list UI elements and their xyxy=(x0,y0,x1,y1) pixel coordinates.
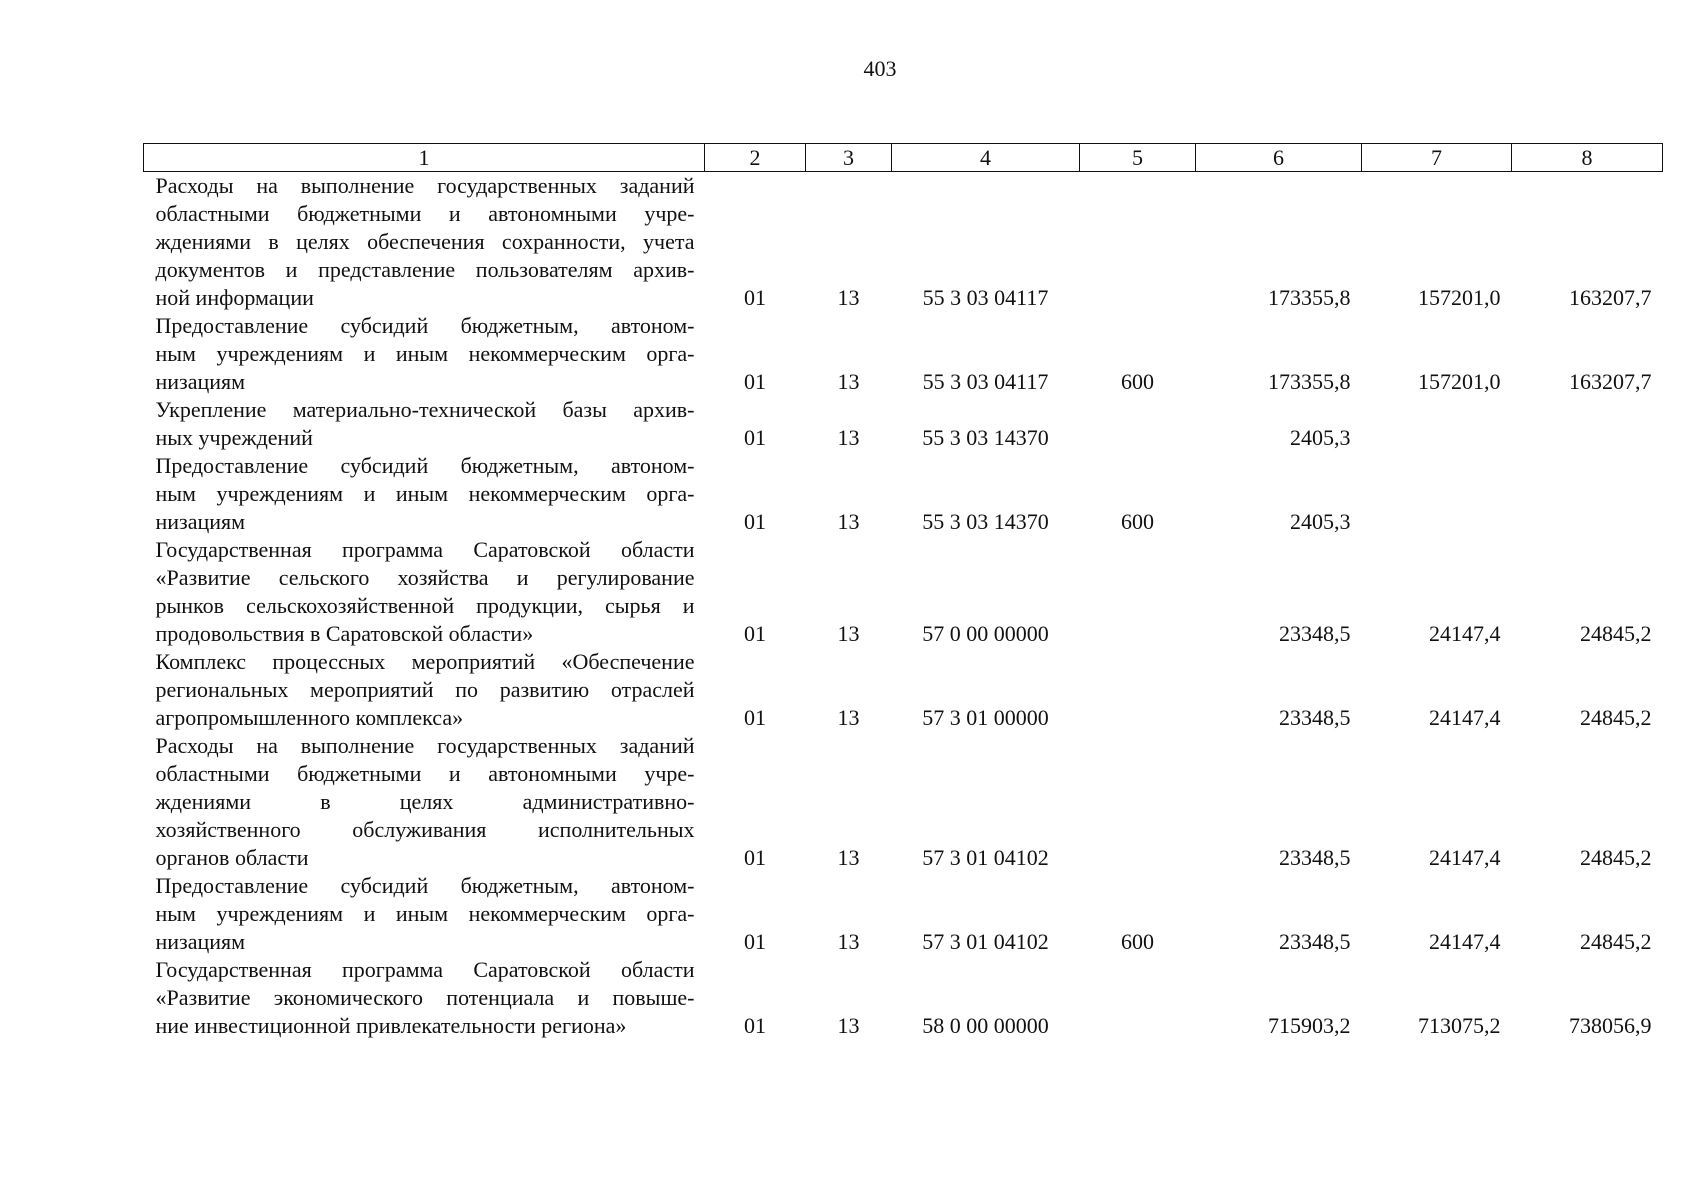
amount-col6-cell: 23348,5 xyxy=(1279,929,1351,954)
section-code-cell: 01 xyxy=(744,369,766,394)
budget-table xyxy=(143,143,1663,1040)
table-row xyxy=(144,396,1663,452)
target-article-cell: 55 3 03 14370 xyxy=(922,509,1049,534)
description-line: Комплекс процессных мероприятий «Обеспечение xyxy=(155,649,695,674)
description-line: Расходы на выполнение государственных заданий xyxy=(155,173,695,198)
description-cell xyxy=(144,956,705,1040)
target-article-cell: 55 3 03 04117 xyxy=(922,369,1049,394)
section-code-cell: 01 xyxy=(744,285,766,310)
column-header-6: 6 xyxy=(1196,144,1362,172)
target-article-cell: 57 0 00 00000 xyxy=(922,621,1049,646)
target-article-cell: 57 3 01 04102 xyxy=(922,845,1049,870)
expense-type-cell: 600 xyxy=(1121,369,1154,394)
amount-col7-cell: 713075,2 xyxy=(1418,1013,1501,1038)
target-article-cell: 57 3 01 00000 xyxy=(922,705,1049,730)
description-cell xyxy=(144,536,705,648)
section-code-cell: 01 xyxy=(744,929,766,954)
description-line: агропромышленного комплекса» xyxy=(155,705,464,730)
expense-type-cell xyxy=(1080,648,1196,732)
column-header-1: 1 xyxy=(144,144,705,172)
amount-col8-cell: 163207,7 xyxy=(1569,369,1652,394)
expense-type-cell xyxy=(1080,956,1196,1040)
amount-col7-cell: 157201,0 xyxy=(1418,369,1501,394)
subsection-code-cell: 13 xyxy=(837,621,860,646)
amount-col8-cell: 163207,7 xyxy=(1569,285,1652,310)
amount-col8-cell: 738056,9 xyxy=(1569,1013,1652,1038)
table-row xyxy=(144,452,1663,536)
amount-col8-cell: 24845,2 xyxy=(1580,929,1652,954)
subsection-code-cell: 13 xyxy=(837,425,860,450)
column-header-5: 5 xyxy=(1080,144,1196,172)
description-line: низациям xyxy=(155,509,246,534)
description-cell xyxy=(144,312,705,396)
amount-col8-cell xyxy=(1512,396,1663,452)
amount-col6-cell: 23348,5 xyxy=(1279,621,1351,646)
subsection-code-cell: 13 xyxy=(837,285,860,310)
description-cell xyxy=(144,872,705,956)
description-line: ных учреждений xyxy=(155,425,313,450)
table-row xyxy=(144,956,1663,1040)
description-line: хозяйственного обслуживания исполнительных xyxy=(155,817,695,842)
description-line: ным учреждениям и иным некоммерческим орга- xyxy=(155,341,695,366)
description-line: документов и представление пользователям архив- xyxy=(155,257,695,282)
description-line: ждениями в целях обеспечения сохранности, учета xyxy=(155,229,695,254)
target-article-cell: 55 3 03 14370 xyxy=(922,425,1049,450)
description-line: Предоставление субсидий бюджетным, автоном- xyxy=(155,453,695,478)
subsection-code-cell: 13 xyxy=(837,705,860,730)
description-line: низациям xyxy=(155,929,246,954)
section-code-cell: 01 xyxy=(744,705,766,730)
table-row xyxy=(144,172,1663,313)
description-line: областными бюджетными и автономными учре- xyxy=(155,761,695,786)
amount-col8-cell: 24845,2 xyxy=(1580,621,1652,646)
amount-col8-cell xyxy=(1512,452,1663,536)
table-row xyxy=(144,648,1663,732)
column-header-3: 3 xyxy=(806,144,892,172)
description-line: ждениями в целях административно- xyxy=(155,789,695,814)
description-line: Предоставление субсидий бюджетным, автоном- xyxy=(155,873,695,898)
amount-col8-cell: 24845,2 xyxy=(1580,845,1652,870)
table-row xyxy=(144,872,1663,956)
amount-col7-cell xyxy=(1362,396,1512,452)
page-number: 403 xyxy=(863,56,897,81)
amount-col7-cell: 24147,4 xyxy=(1429,845,1501,870)
amount-col6-cell: 173355,8 xyxy=(1268,369,1351,394)
amount-col6-cell: 715903,2 xyxy=(1268,1013,1351,1038)
amount-col6-cell: 2405,3 xyxy=(1290,509,1351,534)
description-line: рынков сельскохозяйственной продукции, сырья и xyxy=(155,593,695,618)
column-header-8: 8 xyxy=(1512,144,1663,172)
expense-type-cell xyxy=(1080,396,1196,452)
expense-type-cell: 600 xyxy=(1121,929,1154,954)
amount-col7-cell: 24147,4 xyxy=(1429,929,1501,954)
description-line: Государственная программа Саратовской области xyxy=(155,957,695,982)
subsection-code-cell: 13 xyxy=(837,929,860,954)
description-cell xyxy=(144,172,705,313)
description-line: Предоставление субсидий бюджетным, автоном- xyxy=(155,313,695,338)
description-line: областными бюджетными и автономными учре- xyxy=(155,201,695,226)
amount-col7-cell xyxy=(1362,452,1512,536)
description-cell xyxy=(144,648,705,732)
description-line: Расходы на выполнение государственных заданий xyxy=(155,733,695,758)
amount-col6-cell: 2405,3 xyxy=(1290,425,1351,450)
amount-col7-cell: 24147,4 xyxy=(1429,621,1501,646)
description-line: ным учреждениям и иным некоммерческим орга- xyxy=(155,901,695,926)
description-line: ным учреждениям и иным некоммерческим орга- xyxy=(155,481,695,506)
description-line: Укрепление материально-технической базы архив- xyxy=(155,397,695,422)
expense-type-cell xyxy=(1080,172,1196,313)
description-line: продовольствия в Саратовской области» xyxy=(155,621,534,646)
table-row xyxy=(144,536,1663,648)
section-code-cell: 01 xyxy=(744,425,766,450)
expense-type-cell xyxy=(1080,732,1196,872)
column-header-7: 7 xyxy=(1362,144,1512,172)
description-cell xyxy=(144,452,705,536)
description-line: низациям xyxy=(155,369,246,394)
description-line: ной информации xyxy=(155,285,314,310)
description-line: региональных мероприятий по развитию отраслей xyxy=(155,677,695,702)
table-row xyxy=(144,312,1663,396)
description-line: ние инвестиционной привлекательности региона» xyxy=(155,1013,627,1038)
section-code-cell: 01 xyxy=(744,509,766,534)
description-line: органов области xyxy=(155,845,309,870)
table-header-row xyxy=(144,144,1663,172)
subsection-code-cell: 13 xyxy=(837,369,860,394)
description-line: «Развитие экономического потенциала и повыше- xyxy=(155,985,695,1010)
table-row xyxy=(144,732,1663,872)
column-header-4: 4 xyxy=(892,144,1080,172)
amount-col6-cell: 23348,5 xyxy=(1279,845,1351,870)
target-article-cell: 58 0 00 00000 xyxy=(922,1013,1049,1038)
description-cell xyxy=(144,396,705,452)
expense-type-cell: 600 xyxy=(1121,509,1154,534)
table-body xyxy=(144,172,1663,1041)
amount-col8-cell: 24845,2 xyxy=(1580,705,1652,730)
description-line: Государственная программа Саратовской области xyxy=(155,537,695,562)
section-code-cell: 01 xyxy=(744,621,766,646)
section-code-cell: 01 xyxy=(744,1013,766,1038)
amount-col7-cell: 157201,0 xyxy=(1418,285,1501,310)
subsection-code-cell: 13 xyxy=(837,845,860,870)
subsection-code-cell: 13 xyxy=(837,1013,860,1038)
column-header-2: 2 xyxy=(705,144,806,172)
target-article-cell: 57 3 01 04102 xyxy=(922,929,1049,954)
section-code-cell: 01 xyxy=(744,845,766,870)
amount-col6-cell: 23348,5 xyxy=(1279,705,1351,730)
description-cell xyxy=(144,732,705,872)
target-article-cell: 55 3 03 04117 xyxy=(922,285,1049,310)
amount-col6-cell: 173355,8 xyxy=(1268,285,1351,310)
subsection-code-cell: 13 xyxy=(837,509,860,534)
description-line: «Развитие сельского хозяйства и регулирование xyxy=(155,565,695,590)
expense-type-cell xyxy=(1080,536,1196,648)
amount-col7-cell: 24147,4 xyxy=(1429,705,1501,730)
